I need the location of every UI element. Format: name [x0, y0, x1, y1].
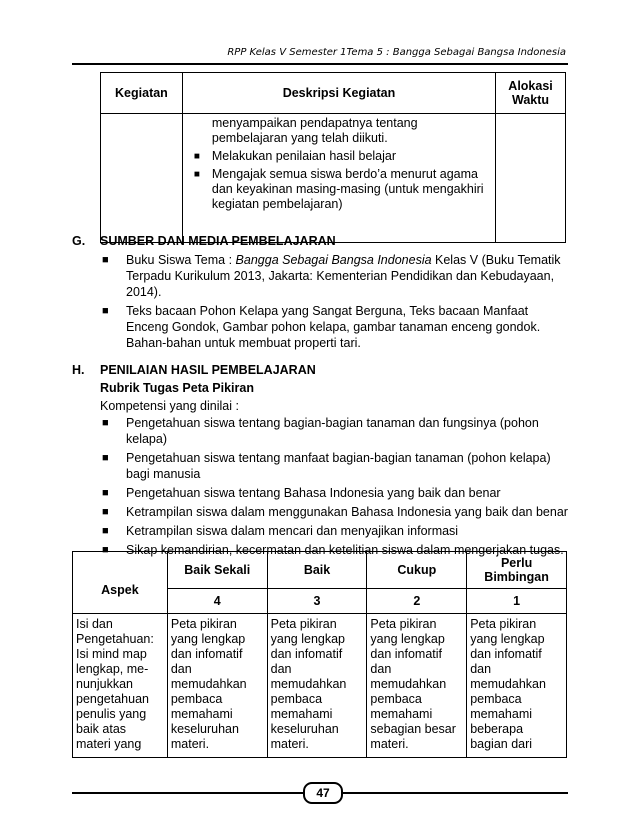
col-kegiatan: Kegiatan [101, 73, 183, 114]
rubric-header-row [73, 552, 567, 589]
score-cell: 4 [167, 589, 267, 614]
aspect-cell [73, 614, 168, 758]
deskripsi-cell [182, 114, 495, 243]
cell-line: dan [270, 662, 292, 676]
square-bullet-icon: ■ [102, 452, 109, 464]
cell-line: materi. [170, 737, 210, 751]
competency-text: bagi manusia [126, 467, 201, 481]
section-letter: H. [72, 363, 85, 377]
list-item [100, 485, 570, 501]
square-bullet-icon: ■ [102, 305, 109, 317]
cell-line: memahami [370, 707, 433, 721]
list-item [100, 504, 570, 520]
criteria-cell [367, 614, 467, 758]
desc-bullet-text: dan keyakinan masing-masing (untuk mengakhiri [211, 182, 484, 196]
cell-line: pembaca [170, 692, 223, 706]
cell-line: dan [170, 662, 192, 676]
rubric-table [72, 551, 567, 758]
list-item [100, 415, 570, 447]
section-title: SUMBER DAN MEDIA PEMBELAJARAN [100, 234, 336, 248]
cell-line: dan [470, 662, 492, 676]
square-bullet-icon: ■ [102, 254, 109, 266]
source-text: Enceng Gondok, Gambar pohon kelapa, gambar tanaman enceng gondok. [126, 320, 541, 334]
alokasi-cell [496, 114, 566, 243]
square-bullet-icon: ■ [193, 151, 200, 162]
col-baik-sekali: Baik Sekali [167, 552, 267, 589]
criteria-cell [267, 614, 367, 758]
cell-line: Isi mind map [76, 647, 147, 661]
cell-line: keseluruhan [270, 722, 339, 736]
activity-table-header [101, 73, 566, 114]
cell-line: Isi dan [76, 617, 113, 631]
list-item [100, 252, 570, 300]
col-cukup: Cukup [367, 552, 467, 589]
cell-line: sebagian besar [370, 722, 456, 736]
cell-line: materi. [370, 737, 409, 751]
cell-line: memudahkan [270, 677, 347, 691]
desc-line: menyampaikan pendapatnya tentang [211, 116, 418, 130]
cell-line: Peta pikiran [170, 617, 237, 631]
cell-line: pengetahuan [76, 692, 149, 706]
square-bullet-icon: ■ [193, 169, 200, 180]
desc-bullet-text: Mengajak semua siswa berdo’a menurut agama [211, 167, 478, 181]
desc-bullet [194, 149, 489, 164]
list-item [100, 450, 570, 482]
cell-line: lengkap, me- [76, 662, 149, 676]
section-title: PENILAIAN HASIL PEMBELAJARAN [100, 363, 316, 377]
source-text: Buku Siswa Tema : [126, 253, 236, 267]
section-h-heading [72, 363, 316, 377]
page-number: 47 [303, 782, 343, 804]
square-bullet-icon: ■ [102, 506, 109, 518]
section-letter: G. [72, 234, 86, 248]
cell-line: Peta pikiran [270, 617, 337, 631]
competency-text: Ketrampilan siswa dalam mencari dan menyajikan informasi [126, 524, 459, 538]
cell-line: yang lengkap [170, 632, 246, 646]
cell-line: nunjukkan [76, 677, 133, 691]
competency-text: Pengetahuan siswa tentang bagian-bagian tanaman dan fungsinya (pohon [126, 416, 539, 430]
cell-line: dan infomatif [370, 647, 442, 661]
col-label-line: Perlu [500, 556, 533, 570]
criteria-cell [467, 614, 567, 758]
cell-line: memudahkan [370, 677, 447, 691]
square-bullet-icon: ■ [102, 525, 109, 537]
col-alokasi-line2: Waktu [512, 93, 550, 107]
col-alokasi-line1: Alokasi [508, 79, 553, 93]
cell-line: materi yang [76, 737, 142, 751]
square-bullet-icon: ■ [102, 487, 109, 499]
cell-line: dan infomatif [470, 647, 542, 661]
col-perlu-bimbingan [467, 552, 567, 589]
header-rule [72, 63, 568, 65]
cell-line: penulis yang [76, 707, 147, 721]
source-text: Teks bacaan Pohon Kelapa yang Sangat Berguna, Teks bacaan Manfaat [126, 304, 529, 318]
cell-line: memahami [270, 707, 333, 721]
cell-line: memudahkan [470, 677, 546, 691]
cell-line: pembaca [270, 692, 323, 706]
score-cell: 1 [467, 589, 567, 614]
list-item [100, 303, 570, 351]
cell-line: dan infomatif [170, 647, 243, 661]
cell-line: Pengetahuan: [76, 632, 154, 646]
cell-line: beberapa [470, 722, 524, 736]
desc-bullet-text: kegiatan pembelajaran) [211, 197, 343, 211]
square-bullet-icon: ■ [102, 417, 109, 429]
rubric-subtitle: Rubrik Tugas Peta Pikiran [100, 381, 254, 395]
competency-text: Pengetahuan siswa tentang Bahasa Indonesia yang baik dan benar [126, 486, 501, 500]
section-g-heading [72, 234, 336, 248]
square-bullet-icon: ■ [102, 544, 109, 556]
cell-line: yang lengkap [270, 632, 346, 646]
kegiatan-cell [101, 114, 183, 243]
criteria-cell [167, 614, 267, 758]
section-g-list [100, 252, 570, 351]
competency-text: Ketrampilan siswa dalam menggunakan Bahasa Indonesia yang baik dan benar [126, 505, 568, 519]
score-cell: 3 [267, 589, 367, 614]
cell-line: memahami [170, 707, 233, 721]
section-h-body [100, 380, 570, 558]
book-title: Bangga Sebagai Bangsa Indonesia [235, 253, 432, 267]
rubric-row [73, 614, 567, 758]
cell-line: keseluruhan [170, 722, 239, 736]
cell-line: materi. [270, 737, 309, 751]
cell-line: memahami [470, 707, 533, 721]
desc-line: pembelajaran yang telah diikuti. [211, 131, 388, 145]
desc-bullet-text: Melakukan penilaian hasil belajar [211, 149, 397, 163]
cell-line: yang lengkap [370, 632, 445, 646]
cell-line: bagian dari [470, 737, 533, 751]
col-baik: Baik [267, 552, 367, 589]
source-text: 2014). [126, 285, 162, 299]
competency-intro: Kompetensi yang dinilai : [100, 399, 239, 413]
activity-table [100, 72, 566, 243]
activity-row [101, 114, 566, 243]
source-text: Terpadu Kurikulum 2013, Jakarta: Kementerian Pendidikan dan Kebudayaan, [126, 269, 555, 283]
competency-text: Sikap kemandirian, kecermatan dan ketelitian siswa dalam mengerjakan tugas. [126, 543, 564, 557]
col-alokasi [496, 73, 566, 114]
cell-line: dan infomatif [270, 647, 343, 661]
list-item [100, 523, 570, 539]
source-text: Kelas V (Buku Tematik [431, 253, 561, 267]
competency-text: kelapa) [126, 432, 167, 446]
competency-text: Pengetahuan siswa tentang manfaat bagian-bagian tanaman (pohon kelapa) [126, 451, 551, 465]
score-cell: 2 [367, 589, 467, 614]
cell-line: Peta pikiran [370, 617, 437, 631]
cell-line: Peta pikiran [470, 617, 537, 631]
source-text: Bahan-bahan untuk membuat properti tari. [126, 336, 361, 350]
desc-continuation [212, 116, 489, 146]
cell-line: memudahkan [170, 677, 247, 691]
cell-line: dan [370, 662, 392, 676]
running-header: RPP Kelas V Semester 1Tema 5 : Bangga Sebagai Bangsa Indonesia [227, 47, 566, 58]
col-label-line: Bimbingan [484, 570, 549, 584]
col-aspek: Aspek [73, 552, 168, 614]
cell-line: yang lengkap [470, 632, 545, 646]
cell-line: pembaca [470, 692, 522, 706]
desc-bullet [194, 167, 489, 212]
cell-line: pembaca [370, 692, 422, 706]
cell-line: baik atas [76, 722, 127, 736]
col-deskripsi: Deskripsi Kegiatan [182, 73, 495, 114]
